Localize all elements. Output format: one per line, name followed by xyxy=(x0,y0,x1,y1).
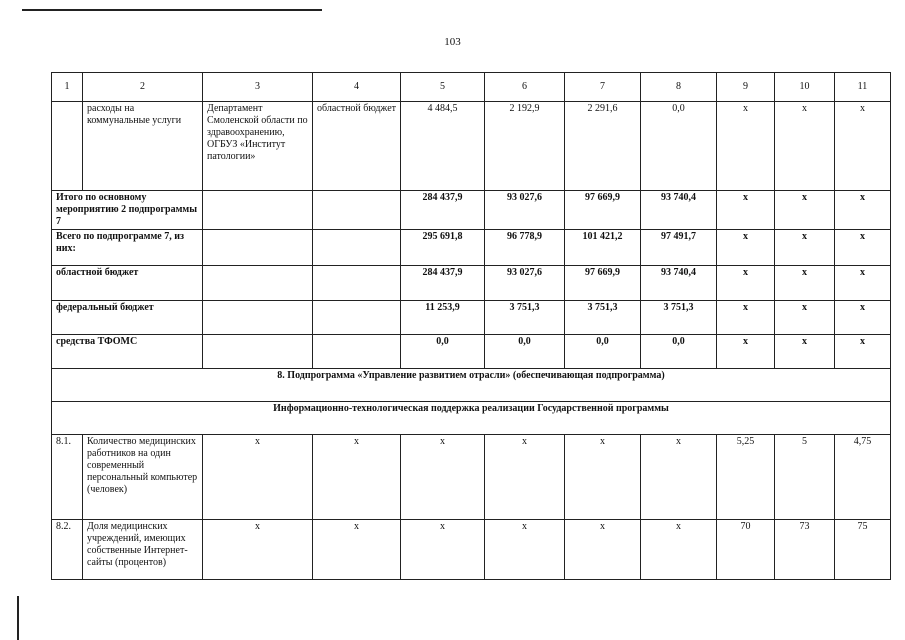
indicator-year1-cell: х xyxy=(717,230,775,266)
amount-total-cell: 11 253,9 xyxy=(401,301,485,335)
row-index-cell xyxy=(52,102,83,191)
row-label-cell: Итого по основному мероприятию 2 подпрограммы 7 xyxy=(52,191,203,230)
row-label-cell: средства ТФОМС xyxy=(52,335,203,369)
indicator-year1-cell: х xyxy=(717,191,775,230)
executor-cell: х xyxy=(203,520,313,580)
funding-source-cell xyxy=(313,230,401,266)
funding-source-cell xyxy=(313,301,401,335)
table-row xyxy=(52,335,891,369)
table-row xyxy=(52,102,891,191)
indicator-year1-cell: х xyxy=(717,301,775,335)
amount-year2-cell: х xyxy=(565,435,641,520)
indicator-year1-cell: х xyxy=(717,102,775,191)
funding-source-cell: областной бюджет xyxy=(313,102,401,191)
item-name-cell: расходы на коммунальные услуги xyxy=(83,102,203,191)
amount-year3-cell: 93 740,4 xyxy=(641,191,717,230)
indicator-year3-cell: х xyxy=(835,230,891,266)
amount-year1-cell: 2 192,9 xyxy=(485,102,565,191)
indicator-year3-cell: х xyxy=(835,301,891,335)
table-row xyxy=(52,520,891,580)
amount-year2-cell: 3 751,3 xyxy=(565,301,641,335)
executor-cell xyxy=(203,335,313,369)
column-header: 1 xyxy=(52,73,83,102)
amount-year3-cell: 0,0 xyxy=(641,102,717,191)
section-row xyxy=(52,369,891,402)
indicator-year3-cell: х xyxy=(835,335,891,369)
activity-heading: Информационно-технологическая поддержка реализации Государственной программы xyxy=(52,402,891,435)
amount-total-cell: х xyxy=(401,520,485,580)
funding-source-cell: х xyxy=(313,435,401,520)
column-header: 11 xyxy=(835,73,891,102)
section-row xyxy=(52,402,891,435)
amount-year3-cell: 3 751,3 xyxy=(641,301,717,335)
table-row xyxy=(52,435,891,520)
funding-source-cell xyxy=(313,266,401,301)
row-label-cell: федеральный бюджет xyxy=(52,301,203,335)
executor-cell xyxy=(203,230,313,266)
amount-year3-cell: 0,0 xyxy=(641,335,717,369)
executor-cell: х xyxy=(203,435,313,520)
amount-year2-cell: х xyxy=(565,520,641,580)
amount-year3-cell: х xyxy=(641,435,717,520)
column-header: 7 xyxy=(565,73,641,102)
row-label-cell: областной бюджет xyxy=(52,266,203,301)
table-row xyxy=(52,191,891,230)
funding-source-cell xyxy=(313,191,401,230)
indicator-year3-cell: х xyxy=(835,266,891,301)
indicator-year2-cell: х xyxy=(775,335,835,369)
indicator-year2-cell: х xyxy=(775,230,835,266)
indicator-year2-cell: 73 xyxy=(775,520,835,580)
amount-year3-cell: 97 491,7 xyxy=(641,230,717,266)
amount-total-cell: 284 437,9 xyxy=(401,266,485,301)
amount-total-cell: х xyxy=(401,435,485,520)
row-index-cell: 8.2. xyxy=(52,520,83,580)
executor-cell xyxy=(203,191,313,230)
column-header: 10 xyxy=(775,73,835,102)
row-index-cell: 8.1. xyxy=(52,435,83,520)
page-number: 103 xyxy=(444,36,461,48)
amount-year1-cell: 0,0 xyxy=(485,335,565,369)
indicator-year2-cell: х xyxy=(775,191,835,230)
amount-year2-cell: 97 669,9 xyxy=(565,266,641,301)
indicator-year2-cell: х xyxy=(775,102,835,191)
indicator-year1-cell: 5,25 xyxy=(717,435,775,520)
amount-total-cell: 4 484,5 xyxy=(401,102,485,191)
amount-year2-cell: 101 421,2 xyxy=(565,230,641,266)
column-header: 5 xyxy=(401,73,485,102)
indicator-year1-cell: 70 xyxy=(717,520,775,580)
indicator-year2-cell: 5 xyxy=(775,435,835,520)
amount-year2-cell: 0,0 xyxy=(565,335,641,369)
column-header: 3 xyxy=(203,73,313,102)
row-label-cell: Всего по подпрограмме 7, из них: xyxy=(52,230,203,266)
column-header: 8 xyxy=(641,73,717,102)
column-header: 4 xyxy=(313,73,401,102)
indicator-year2-cell: х xyxy=(775,266,835,301)
indicator-year3-cell: 4,75 xyxy=(835,435,891,520)
table-row xyxy=(52,301,891,335)
amount-year1-cell: 93 027,6 xyxy=(485,266,565,301)
column-header: 2 xyxy=(83,73,203,102)
indicator-year3-cell: х xyxy=(835,191,891,230)
funding-source-cell: х xyxy=(313,520,401,580)
amount-year1-cell: 96 778,9 xyxy=(485,230,565,266)
amount-year1-cell: 93 027,6 xyxy=(485,191,565,230)
item-name-cell: Количество медицинских работников на один современный персональный компьютер (человек) xyxy=(83,435,203,520)
amount-year3-cell: х xyxy=(641,520,717,580)
column-header: 9 xyxy=(717,73,775,102)
executor-cell: Департамент Смоленской области по здравоохранению, ОГБУЗ «Институт патологии» xyxy=(203,102,313,191)
item-name-cell: Доля медицинских учреждений, имеющих собственные Интернет-сайты (процентов) xyxy=(83,520,203,580)
amount-year2-cell: 97 669,9 xyxy=(565,191,641,230)
indicator-year3-cell: х xyxy=(835,102,891,191)
indicator-year1-cell: х xyxy=(717,266,775,301)
table-row xyxy=(52,266,891,301)
amount-year1-cell: х xyxy=(485,520,565,580)
executor-cell xyxy=(203,266,313,301)
amount-year2-cell: 2 291,6 xyxy=(565,102,641,191)
indicator-year1-cell: х xyxy=(717,335,775,369)
column-number-row xyxy=(52,73,891,102)
amount-total-cell: 295 691,8 xyxy=(401,230,485,266)
subprogram-heading: 8. Подпрограмма «Управление развитием отрасли» (обеспечивающая подпрограмма) xyxy=(52,369,891,402)
funding-source-cell xyxy=(313,335,401,369)
indicator-year3-cell: 75 xyxy=(835,520,891,580)
amount-year1-cell: 3 751,3 xyxy=(485,301,565,335)
table-row xyxy=(52,230,891,266)
amount-total-cell: 284 437,9 xyxy=(401,191,485,230)
margin-rule xyxy=(17,596,19,640)
column-header: 6 xyxy=(485,73,565,102)
amount-total-cell: 0,0 xyxy=(401,335,485,369)
budget-table xyxy=(51,72,891,580)
amount-year3-cell: 93 740,4 xyxy=(641,266,717,301)
executor-cell xyxy=(203,301,313,335)
amount-year1-cell: х xyxy=(485,435,565,520)
header-rule xyxy=(22,9,322,11)
indicator-year2-cell: х xyxy=(775,301,835,335)
